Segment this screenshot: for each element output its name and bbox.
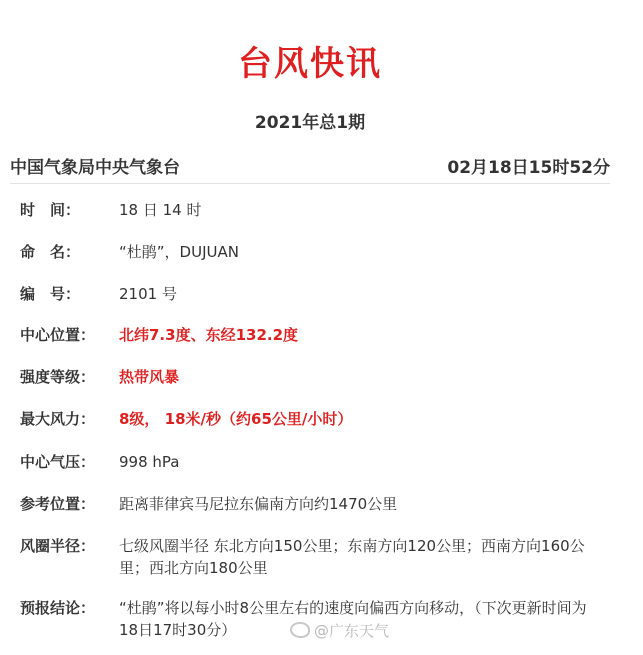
row-value: “杜鹃”，DUJUAN — [119, 243, 239, 261]
row-value: 距离菲律宾马尼拉东偏南方向约1470公里 — [119, 495, 398, 513]
row-value: 18 日 14 时 — [119, 201, 202, 219]
watermark-text: @广东天气 — [314, 622, 390, 640]
row-value: “杜鹃”将以每小时8公里左右的速度向偏西方向移动，（下次更新时间为18日17时30分） — [119, 599, 587, 639]
row-value: 998 hPa — [119, 453, 180, 471]
row-label: 预报结论： — [20, 599, 96, 617]
row-label: 参考位置： — [20, 495, 96, 513]
row-label: 时 间： — [20, 201, 81, 219]
row-label: 最大风力： — [20, 410, 96, 428]
row-label: 风圈半径： — [20, 537, 96, 555]
row-value: 2101 号 — [119, 285, 177, 303]
row-label: 命 名： — [20, 243, 81, 261]
divider — [10, 183, 610, 184]
row-label: 中心位置： — [20, 326, 96, 344]
row-value: 热带风暴 — [119, 368, 180, 386]
row-label: 编 号： — [20, 285, 81, 303]
row-label: 中心气压： — [20, 453, 96, 471]
page-title: 台风快讯 — [238, 44, 382, 84]
watermark — [290, 620, 389, 641]
row-label: 强度等级： — [20, 368, 96, 386]
row-value: 8级， 18米/秒（约65公里/小时） — [119, 410, 353, 428]
source-header — [10, 153, 610, 179]
issue-datetime: 02月18日15时52分 — [447, 158, 610, 178]
row-value: 北纬7.3度、东经132.2度 — [119, 326, 299, 344]
row-value: 七级风圈半径 东北方向150公里；东南方向120公里；西南方向160公里；西北方向180公里 — [119, 537, 585, 577]
weibo-icon — [290, 622, 310, 638]
issue-number: 2021年总1期 — [254, 113, 366, 133]
issuing-agency: 中国气象局中央气象台 — [10, 158, 180, 178]
